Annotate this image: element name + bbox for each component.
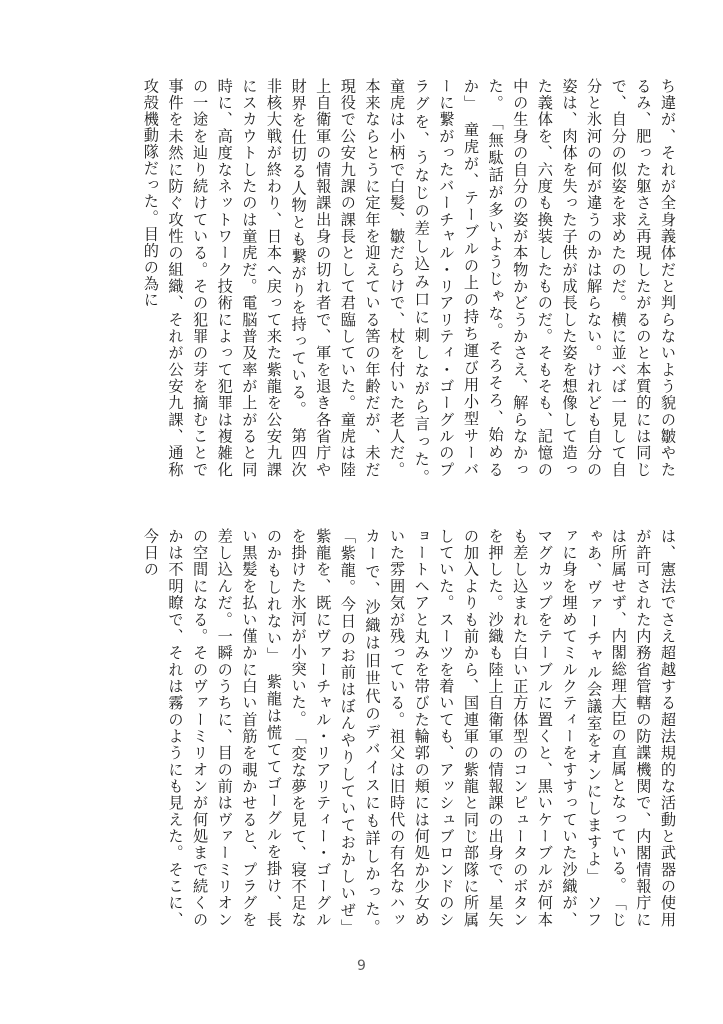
page-number-value: 9 — [353, 958, 370, 974]
text-block-upper: ち違が、それが全身義体だと判らないよう貌の皺やたるみ、肥った躯さえ再現したがるのと本質的には同じで、自分の似姿を求めたのだ。横に並べば一見して自分と氷河の何が違うのかは解らない。けれども自分の姿は、肉体を失った子供が成長した姿を想像して造った義体を、六度も換装したものだ。そもそも、記憶の中の生身の自分の姿が本物かどうかさえ、解らなかった。 「無駄話が多いようじゃな。そろそろ、始めるか」 童虎が、テーブルの上の持ち運び用小型サーバーに繋がったバーチャル・リアリティ・ゴーグルのプラグを、うなじの差し込み口に刺しながら言った。 童虎は小柄で白髪、皺だらけで、杖を付いた老人だ。本来ならとうに定年を迎えている筈の年齢だが、未だ現役で公安九課の課長として君臨していた。童虎は陸上自衛軍の情報課出身の切れ者で、軍を退き各省庁や財界を仕切る人物とも繋がりを持っている。 第四次非核大戦が終わり、日本へ戻って来た紫龍を公安九課にスカウトしたのは童虎だ。電脳普及率が上がると同時に、高度なネットワーク技術によって犯罪は複雑化の一途を辿り続けている。その犯罪の芽を摘むことで事件を未然に防ぐ攻性の組織、それが公安九課、通称攻殻機動隊だった。目的の為に — [141, 78, 677, 495]
page-number — [0, 958, 723, 978]
text-block-lower: は、憲法でさえ超越する超法規的な活動と武器の使用が許可された内務省管轄の防諜機関で、内閣情報庁には所属せず、内閣総理大臣の直属となっている。 「じゃあ、ヴァーチャル会議室をオンにしますよ」 ソファに身を埋めてミルクティーをすすっていた沙織が、マグカップをテーブルに置くと、黒いケーブルが何本も差し込まれた白い正方体型のコンピュータのボタンを押した。沙織も陸上自衛軍の情報課の出身で、星矢の加入よりも前から、国連軍の紫龍と同じ部隊に所属していた。スーツを着いても、アッシュブロンドのショートヘアと丸みを帯びた輪郭の頬には何処か少女めいた雰囲気が残っている。祖父は旧時代の有名なハッカーで、沙織は旧世代のデバイスにも詳しかった。 「紫龍。今日のお前はぼんやりしていておかしいぜ」 紫龍を、既にヴァーチャル・リアリティー・ゴーグルを掛けた氷河が小突いた。 「変な夢を見て、寝不足なのかもしれない」 紫龍は慌ててゴーグルを掛け、長い黒髪を払い僅かに白い首筋を覗かせると、プラグを差し込んだ。一瞬のうちに、目の前はヴァーミリオンの空間になる。そのヴァーミリオンが何処まで続くのかは不明瞭で、それは霧のようにも見えた。そこに、今日の — [141, 528, 677, 945]
